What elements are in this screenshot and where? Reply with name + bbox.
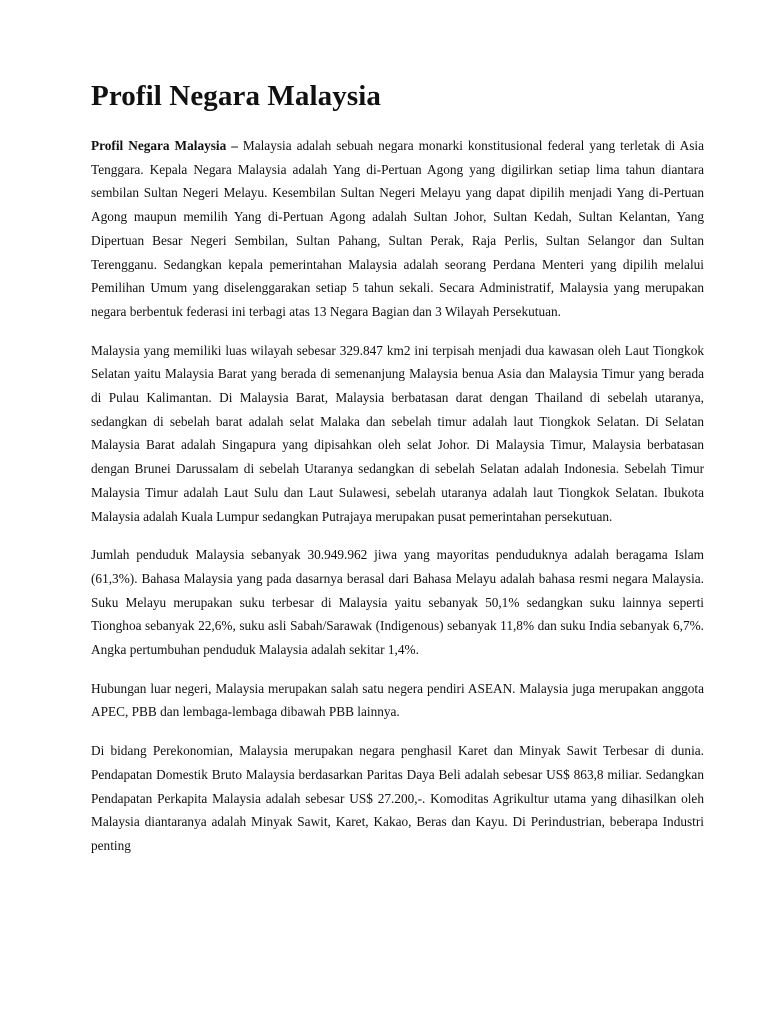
paragraph-intro [91, 134, 704, 324]
paragraph-lead-bold: Profil Negara Malaysia – [91, 138, 238, 153]
paragraph-economy [91, 739, 704, 858]
paragraph-geography [91, 339, 704, 529]
page-title: Profil Negara Malaysia [91, 80, 381, 112]
paragraph-text: Di bidang Perekonomian, Malaysia merupakan negara penghasil Karet dan Minyak Sawit Terbesar di dunia. Pendapatan Domestik Bruto Malaysia berdasarkan Paritas Daya Beli adalah sebesar US$ 863,8 miliar. Sedangkan Pendapatan Perkapita Malaysia adalah sebesar US$ 27.200,-. Komoditas Agrikultur utama yang dihasilkan oleh Malaysia diantaranya adalah Minyak Sawit, Karet, Kakao, Beras dan Kayu. Di Perindustrian, beberapa Industri penting [91, 743, 704, 853]
paragraph-text: Malaysia yang memiliki luas wilayah sebesar 329.847 km2 ini terpisah menjadi dua kawasan oleh Laut Tiongkok Selatan yaitu Malaysia Barat yang berada di semenanjung Malaysia benua Asia dan Malaysia Timur yang berada di Pulau Kalimantan. Di Malaysia Barat, Malaysia berbatasan darat dengan Thailand di sebelah utaranya, sedangkan di sebelah barat adalah selat Malaka dan sebelah timur adalah laut Tiongkok Selatan. Di Selatan Malaysia Barat adalah Singapura yang dipisahkan oleh selat Johor. Di Malaysia Timur, Malaysia berbatasan dengan Brunei Darussalam di sebelah Utaranya sedangkan di sebelah Selatan adalah Indonesia. Sebelah Timur Malaysia Timur adalah Laut Sulu dan Laut Sulawesi, sebelah utaranya adalah laut Tiongkok Selatan. Ibukota Malaysia adalah Kuala Lumpur sedangkan Putrajaya merupakan pusat pemerintahan persekutuan. [91, 342, 704, 524]
paragraph-text: Malaysia adalah sebuah negara monarki konstitusional federal yang terletak di Asia Tenggara. Kepala Negara Malaysia adalah Yang di-Pertuan Agong yang digilirkan setiap lima tahun diantara sembilan Sultan Negeri Melayu. Kesembilan Sultan Negeri Melayu yang dapat dipilih menjadi Yang di-Pertuan Agong maupun memilih Yang di-Pertuan Agong adalah Sultan Johor, Sultan Kedah, Sultan Kelantan, Yang Dipertuan Besar Negeri Sembilan, Sultan Pahang, Sultan Perak, Raja Perlis, Sultan Selangor dan Sultan Terengganu. Sedangkan kepala pemerintahan Malaysia adalah seorang Perdana Menteri yang dipilih melalui Pemilihan Umum yang diselenggarakan setiap 5 tahun sekali. Secara Administratif, Malaysia yang merupakan negara berbentuk federasi ini terbagi atas 13 Negara Bagian dan 3 Wilayah Persekutuan. [91, 138, 704, 319]
paragraph-foreign-relations [91, 677, 704, 724]
paragraph-text: Jumlah penduduk Malaysia sebanyak 30.949.962 jiwa yang mayoritas penduduknya adalah beragama Islam (61,3%). Bahasa Malaysia yang pada dasarnya berasal dari Bahasa Melayu adalah bahasa resmi negara Malaysia. Suku Melayu merupakan suku terbesar di Malaysia yaitu sebanyak 50,1% sedangkan suku lainnya seperti Tionghoa sebanyak 22,6%, suku asli Sabah/Sarawak (Indigenous) sebanyak 11,8% dan suku India sebanyak 6,7%. Angka pertumbuhan penduduk Malaysia adalah sekitar 1,4%. [91, 547, 704, 658]
document-body [91, 134, 704, 873]
paragraph-population [91, 543, 704, 662]
paragraph-text: Hubungan luar negeri, Malaysia merupakan salah satu negera pendiri ASEAN. Malaysia juga merupakan anggota APEC, PBB dan lembaga-lembaga dibawah PBB lainnya. [91, 680, 704, 720]
